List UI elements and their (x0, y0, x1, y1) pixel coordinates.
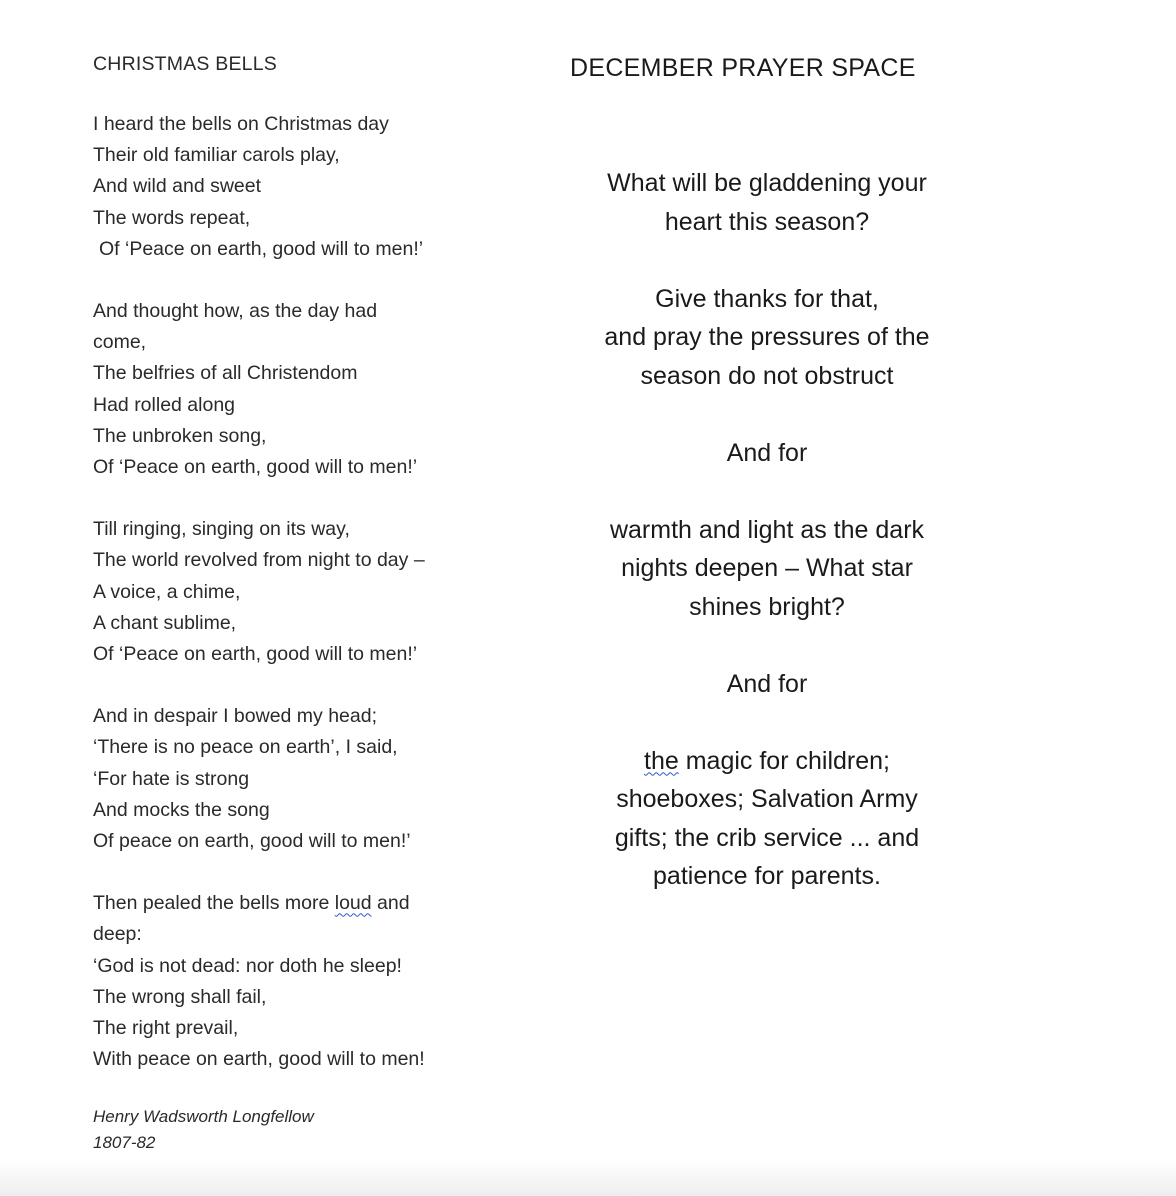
author-name: Henry Wadsworth Longfellow (93, 1107, 314, 1126)
poem-line: The words repeat, (93, 206, 251, 229)
poem-line: And thought how, as the day had (93, 300, 378, 323)
poem-line: With peace on earth, good will to men! (93, 1048, 425, 1071)
prayer-line-text: magic for children; (678, 746, 890, 775)
prayer-line: shines bright? (689, 592, 845, 621)
spellcheck-flagged-word[interactable]: the (644, 746, 679, 775)
prayer-paragraph-6 (560, 742, 974, 896)
poem-line: The world revolved from night to day – (93, 549, 425, 572)
poem-line: And mocks the song (93, 798, 270, 821)
poem-line: I heard the bells on Christmas day (93, 113, 389, 135)
poem-line: Of ‘Peace on earth, good will to men!’ (93, 643, 418, 666)
prayer-line: heart this season? (664, 207, 870, 236)
poem-attribution (93, 1104, 314, 1156)
prayer-line: and pray the pressures of the (604, 323, 930, 351)
spellcheck-flagged-word[interactable]: loud (334, 892, 372, 915)
poem-line-text: and (371, 892, 410, 915)
poem-stanza-4 (93, 701, 513, 857)
prayer-line: patience for parents. (653, 862, 881, 890)
poem-line: ‘There is no peace on earth’, I said, (93, 736, 398, 759)
author-dates: 1807-82 (93, 1133, 156, 1152)
page-bottom-edge (0, 1160, 1176, 1196)
poem-line: Till ringing, singing on its way, (93, 518, 350, 541)
prayer-line: Give thanks for that, (655, 284, 879, 313)
prayer-paragraph-3 (560, 434, 974, 473)
poem-stanza-3 (93, 514, 513, 670)
poem-line: Their old familiar carols play, (93, 144, 340, 167)
poem-line: ‘God is not dead: nor doth he sleep! (93, 954, 402, 977)
poem-line: Had rolled along (93, 393, 236, 416)
poem-stanza-2 (93, 296, 513, 483)
poem-line: The unbroken song, (93, 424, 267, 447)
prayer-paragraph-5 (560, 665, 974, 704)
prayer-paragraph-1 (560, 164, 974, 241)
poem-line: Of ‘Peace on earth, good will to men!’ (93, 456, 418, 479)
poem-stanza-5 (93, 888, 513, 1075)
prayer-line: And for (726, 438, 808, 467)
poem-line-text: Then pealed the bells more (93, 892, 335, 915)
prayer-paragraph-4 (560, 511, 974, 627)
prayer-paragraph-2 (560, 280, 974, 396)
poem-line: A chant sublime, (93, 611, 237, 634)
poem-line: And in despair I bowed my head; (93, 705, 378, 728)
prayer-line: gifts; the crib service ... and (614, 823, 920, 852)
prayer-line: nights deepen – What star (621, 554, 913, 582)
poem-line: The belfries of all Christendom (93, 362, 358, 385)
prayer-line (560, 742, 974, 781)
prayer-body (560, 164, 974, 896)
prayer-column (560, 48, 974, 934)
prayer-line: What will be gladdening your (607, 169, 927, 197)
poem-line: The wrong shall fail, (93, 985, 267, 1008)
poem-line: Of ‘Peace on earth, good will to men!’ (99, 237, 424, 260)
prayer-title: DECEMBER PRAYER SPACE (570, 54, 916, 82)
poem-line: And wild and sweet (93, 175, 262, 198)
poem-line: deep: (93, 923, 142, 946)
poem-stanza-1 (93, 109, 513, 265)
prayer-line: season do not obstruct (640, 361, 894, 390)
poem-line: Of peace on earth, good will to men!’ (93, 830, 411, 853)
poem-line: The right prevail, (93, 1017, 239, 1040)
prayer-line: And for (726, 669, 808, 698)
poem-column (93, 50, 513, 1075)
poem-line: A voice, a chime, (93, 580, 241, 603)
poem-line (93, 888, 513, 919)
poem-line: ‘For hate is strong (93, 767, 250, 790)
poem-title: CHRISTMAS BELLS (93, 53, 277, 75)
poem-line: come, (93, 331, 147, 354)
prayer-line: shoeboxes; Salvation Army (616, 785, 918, 813)
prayer-line: warmth and light as the dark (609, 515, 925, 544)
